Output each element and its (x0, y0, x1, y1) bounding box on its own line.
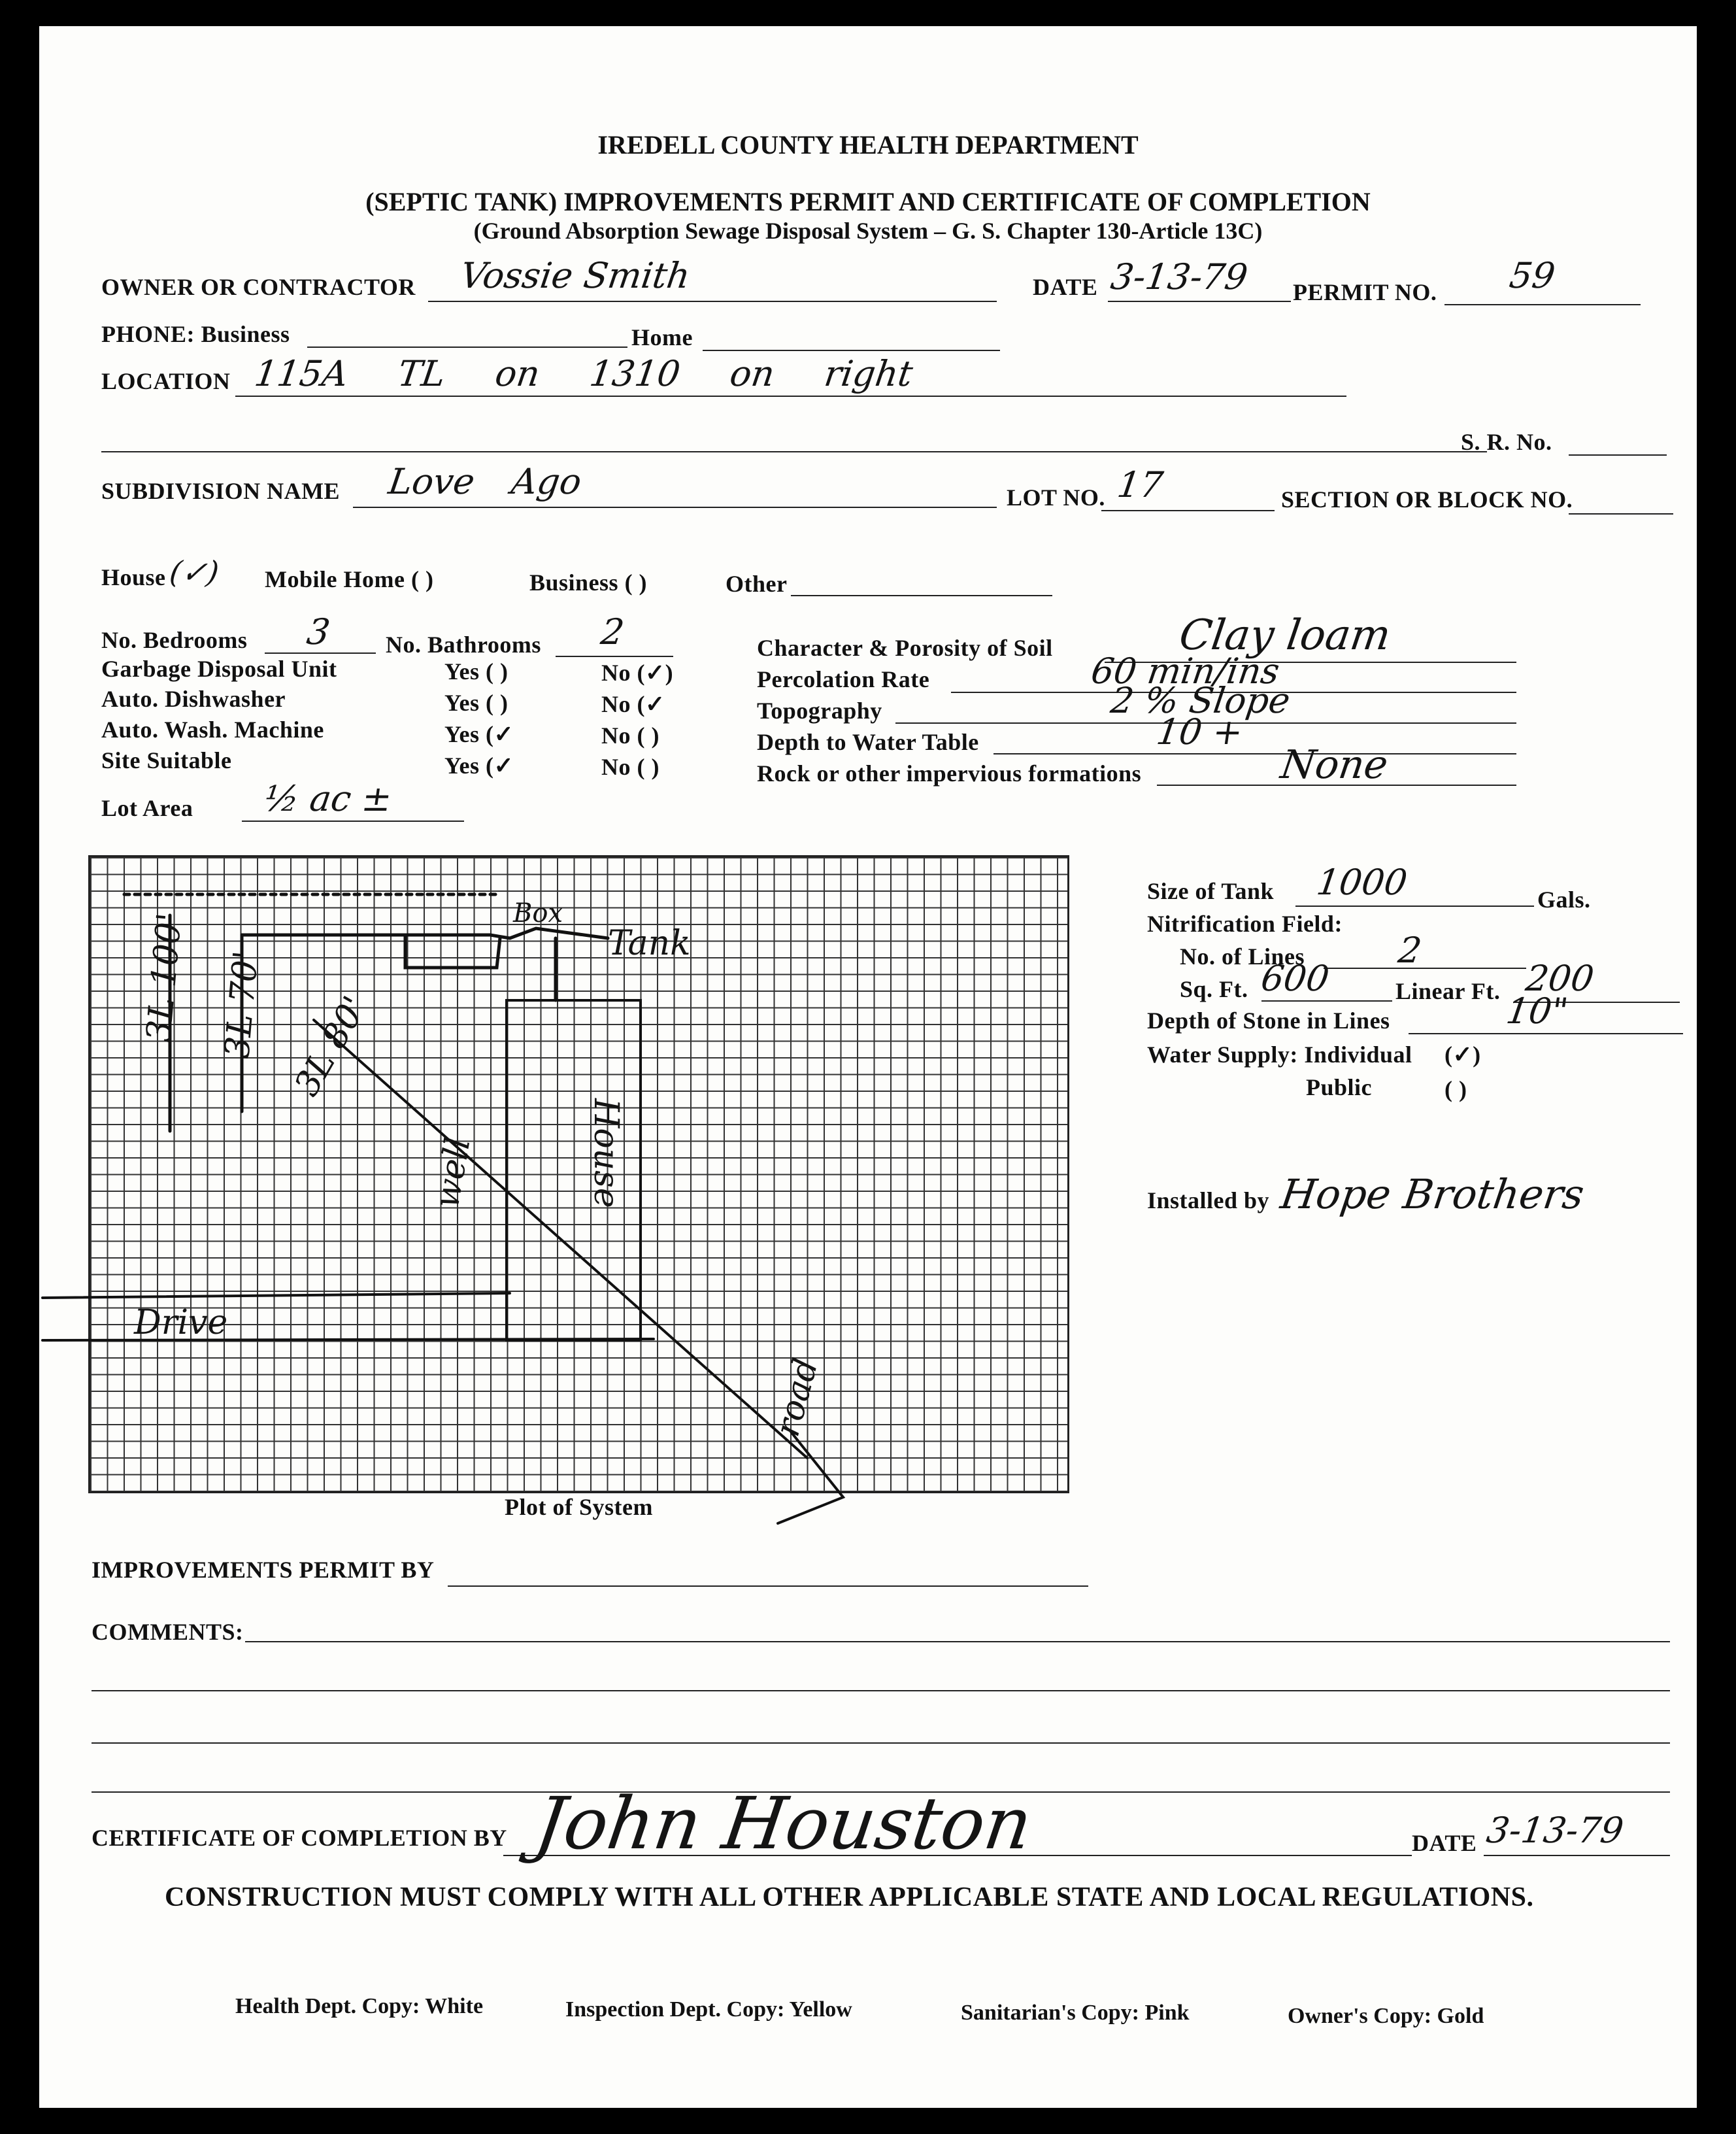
garbage-label: Garbage Disposal Unit (101, 656, 337, 682)
plot-dim-1: 3L 100' (139, 911, 190, 1044)
lines-label: No. of Lines (1180, 943, 1305, 970)
other-label: Other (726, 571, 788, 597)
certificate-date-value: 3-13-79 (1484, 1810, 1626, 1851)
permit-value: 59 (1507, 255, 1558, 296)
topography-value: 2 % Slope (1108, 680, 1293, 721)
sqft-value: 600 (1258, 958, 1332, 999)
tank-unit: Gals. (1537, 887, 1591, 913)
permit-label: PERMIT NO. (1293, 279, 1437, 305)
plot-well-label: well (427, 1134, 478, 1211)
bathrooms-value: 2 (598, 611, 627, 652)
lines-value: 2 (1395, 930, 1424, 971)
certificate-date-label: DATE (1412, 1830, 1477, 1856)
date-value: 3-13-79 (1108, 256, 1250, 297)
sqft-label: Sq. Ft. (1180, 976, 1248, 1002)
percolation-label: Percolation Rate (757, 666, 930, 692)
copy-owner: Owner's Copy: Gold (1288, 2004, 1484, 2028)
subdivision-label: SUBDIVISION NAME (101, 478, 341, 504)
plot-caption: Plot of System (505, 1494, 653, 1520)
dishwasher-label: Auto. Dishwasher (101, 686, 286, 712)
linear-value: 200 (1523, 958, 1597, 999)
bedrooms-value: 3 (304, 611, 333, 652)
sr-no-label: S. R. No. (1461, 429, 1552, 455)
washer-label: Auto. Wash. Machine (101, 717, 324, 743)
rock-label: Rock or other impervious formations (757, 760, 1142, 787)
plot-box-label: Box (513, 898, 563, 928)
permit-by-label: IMPROVEMENTS PERMIT BY (92, 1557, 435, 1583)
tank-size-label: Size of Tank (1147, 878, 1275, 904)
form-title: (SEPTIC TANK) IMPROVEMENTS PERMIT AND CERTIFICATE OF COMPLETION (365, 187, 1371, 216)
section-label: SECTION OR BLOCK NO. (1281, 486, 1573, 513)
water-individual-mark: (✓) (1444, 1042, 1481, 1068)
installed-by-value: Hope Brothers (1277, 1170, 1588, 1218)
owner-label: OWNER OR CONTRACTOR (101, 274, 416, 300)
phone-home-label: Home (631, 324, 693, 350)
comments-label: COMMENTS: (92, 1619, 244, 1645)
stone-depth-label: Depth of Stone in Lines (1147, 1008, 1390, 1034)
nitrification-label: Nitrification Field: (1147, 911, 1343, 937)
public-mark: ( ) (1444, 1076, 1467, 1102)
business-label: Business ( ) (529, 569, 648, 596)
water-table-value: 10 + (1154, 711, 1246, 753)
bedrooms-label: No. Bedrooms (101, 627, 248, 653)
plot-drive-label: Drive (134, 1303, 228, 1342)
house-label: House (101, 564, 166, 590)
water-table-label: Depth to Water Table (757, 729, 979, 755)
certificate-label: CERTIFICATE OF COMPLETION BY (92, 1825, 507, 1851)
garbage-no: No (✓) (601, 660, 674, 686)
site-label: Site Suitable (101, 747, 232, 773)
plot-tank-label: Tank (608, 924, 691, 963)
garbage-yes: Yes ( ) (444, 658, 509, 685)
form-subtitle: (Ground Absorption Sewage Disposal System – G. S. Chapter 130-Article 13C) (473, 218, 1263, 244)
water-supply-label: Water Supply: Individual (1147, 1042, 1412, 1068)
copy-inspection-dept: Inspection Dept. Copy: Yellow (565, 1997, 852, 2022)
bathrooms-label: No. Bathrooms (386, 632, 541, 658)
dishwasher-no: No (✓ (601, 691, 665, 717)
lot-area-value: ½ ac ± (261, 778, 395, 819)
plot-dim-3: 3L 80' (287, 989, 375, 1103)
department-title: IREDELL COUNTY HEALTH DEPARTMENT (597, 130, 1139, 160)
phone-business-label: PHONE: Business (101, 321, 290, 347)
dishwasher-yes: Yes ( ) (444, 690, 509, 716)
percolation-value: 60 min/ins (1088, 651, 1282, 692)
lot-label: LOT NO. (1007, 484, 1105, 511)
location-label: LOCATION (101, 368, 231, 394)
soil-character-label: Character & Porosity of Soil (757, 635, 1053, 661)
location-value: 115A TL on 1310 on right (252, 353, 916, 394)
soil-character-value: Clay loam (1176, 611, 1394, 660)
rock-value: None (1278, 742, 1391, 788)
installed-by-label: Installed by (1147, 1187, 1270, 1213)
public-label: Public (1306, 1074, 1373, 1100)
washer-no: No ( ) (601, 722, 659, 749)
topography-label: Topography (757, 698, 882, 724)
site-no: No ( ) (601, 754, 659, 780)
plot-house-label: House (586, 1098, 626, 1208)
mobile-home-label: Mobile Home ( ) (265, 566, 434, 592)
house-mark: (✓) (167, 554, 222, 590)
lot-value: 17 (1114, 464, 1166, 505)
compliance-notice: CONSTRUCTION MUST COMPLY WITH ALL OTHER APPLICABLE STATE AND LOCAL REGULATIONS. (165, 1882, 1534, 1912)
stone-depth-value: 10" (1503, 991, 1571, 1032)
plot-road-label: road (767, 1354, 826, 1441)
tank-size-value: 1000 (1314, 862, 1410, 903)
copy-health-dept: Health Dept. Copy: White (235, 1994, 484, 2018)
subdivision-value: Love Ago (386, 461, 584, 502)
owner-value: Vossie Smith (458, 255, 693, 296)
copy-sanitarian: Sanitarian's Copy: Pink (961, 2001, 1190, 2025)
site-yes: Yes (✓ (444, 753, 514, 779)
washer-yes: Yes (✓ (444, 721, 514, 747)
date-label: DATE (1033, 274, 1098, 300)
certificate-signature: John Houston (530, 1782, 1037, 1865)
lot-area-label: Lot Area (101, 795, 193, 821)
permit-document (39, 26, 1697, 2108)
linear-label: Linear Ft. (1395, 978, 1501, 1004)
plot-dim-2: 3L 70' (218, 949, 267, 1060)
